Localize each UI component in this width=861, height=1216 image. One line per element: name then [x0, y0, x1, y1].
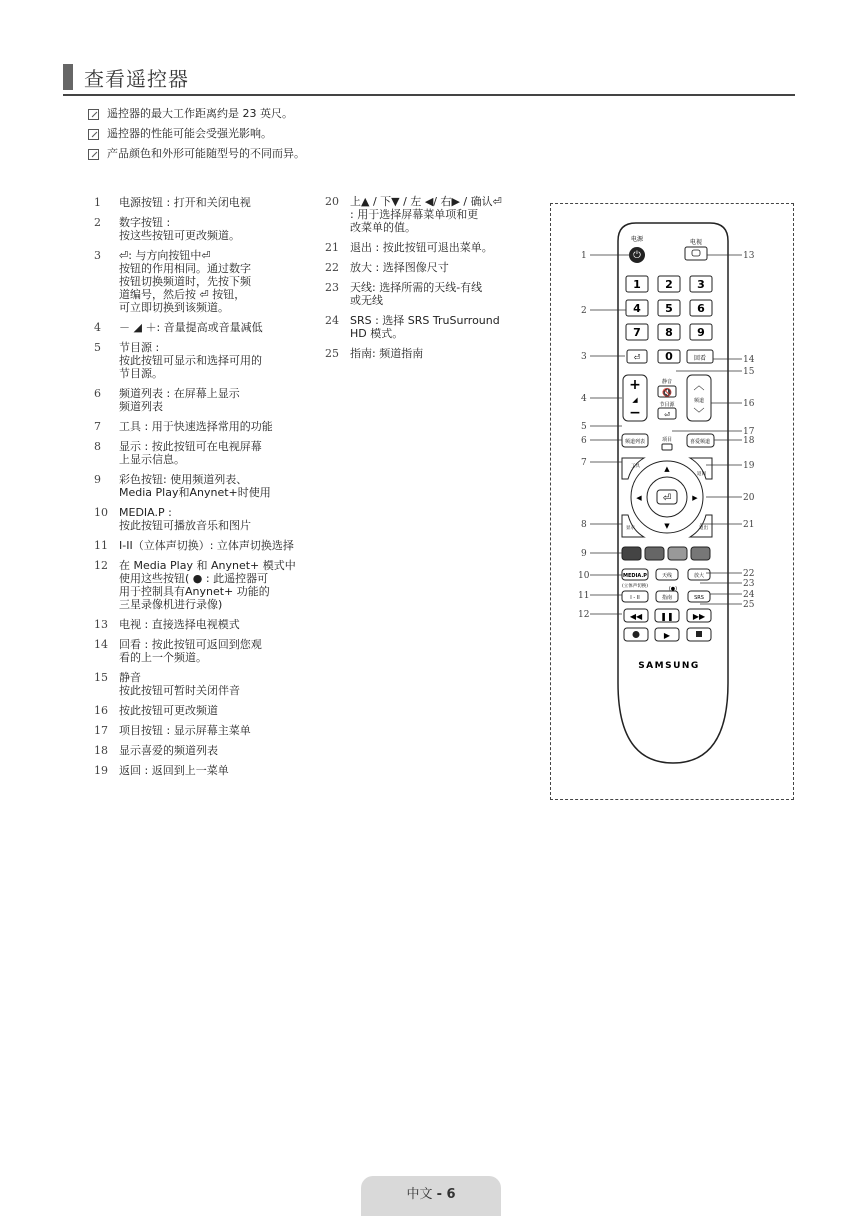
- legend-text: 静音 按此按钮可暂时关闭伴音: [119, 671, 240, 697]
- note-icon: [88, 109, 99, 120]
- ff-icon: ▶▶: [692, 612, 706, 621]
- legend-number: 12: [94, 559, 108, 572]
- legend-number: 19: [94, 764, 108, 777]
- guide-label: 指南: [661, 595, 673, 601]
- legend-item: [94, 216, 324, 242]
- legend-text: 电源按钮 : 打开和关闭电视: [119, 196, 251, 209]
- note-item: 产品颜色和外形可能随型号的不同而异。: [88, 144, 305, 164]
- zoom-label: 放大: [693, 573, 705, 579]
- note-icon: [88, 149, 99, 160]
- legend-text: ⏎: 与方向按钮中⏎ 按钮的作用相同。通过数字 按钮切换频道时，先按下频 道编号，然后按 ⏎ 按钮， 可立即切换到该频道。: [119, 249, 251, 314]
- legend-number: 18: [94, 744, 108, 757]
- volume-plus-icon: +: [629, 377, 641, 393]
- callout-number: 15: [743, 367, 755, 377]
- record-indicator-icon: (●): [668, 586, 678, 592]
- digit-label: 1: [633, 278, 641, 291]
- legend-number: 13: [94, 618, 108, 631]
- dpad-down-icon: ▼: [664, 522, 670, 530]
- legend-number: 20: [325, 195, 339, 208]
- color-button[interactable]: [645, 547, 664, 560]
- legend-text: 在 Media Play 和 Anynet+ 模式中 使用这些按钮( ● : 此遥控器可 用于控制具有Anynet+ 功能的 三星录像机进行录像): [119, 559, 296, 611]
- legend-number: 21: [325, 241, 339, 254]
- callout-number: 12: [578, 610, 590, 620]
- legend-column-right: [325, 195, 540, 367]
- digit-label: 7: [633, 326, 641, 339]
- legend-number: 14: [94, 638, 108, 651]
- callout-number: 25: [743, 600, 755, 610]
- legend-number: 3: [94, 249, 101, 262]
- dpad-up-icon: ▲: [664, 465, 670, 473]
- legend-text: 节目源 : 按此按钮可显示和选择可用的 节目源。: [119, 341, 262, 380]
- legend-text: 按此按钮可更改频道: [119, 704, 218, 717]
- callout-number: 6: [581, 436, 587, 446]
- volume-minus-icon: −: [629, 405, 641, 421]
- legend-text: 工具 : 用于快速选择常用的功能: [119, 420, 273, 433]
- legend-item: [94, 473, 324, 499]
- legend-number: 24: [325, 314, 339, 327]
- callout-number: 10: [578, 571, 590, 581]
- legend-item: [325, 241, 540, 254]
- callout-number: 22: [743, 569, 755, 579]
- legend-text: 显示喜爱的频道列表: [119, 744, 218, 757]
- legend-number: 1: [94, 196, 101, 209]
- callout-number: 4: [581, 394, 587, 404]
- source-enter-icon: ⏎: [633, 353, 641, 362]
- callout-number: 14: [743, 355, 755, 365]
- legend-item: [325, 281, 540, 307]
- stereo-label: (立体声切换): [621, 584, 649, 589]
- color-button[interactable]: [622, 547, 641, 560]
- rewind-icon: ◀◀: [629, 612, 643, 621]
- legend-number: 10: [94, 506, 108, 519]
- stop-icon: [696, 631, 702, 637]
- dpad-right-icon: ▶: [692, 494, 698, 502]
- legend-text: 频道列表 : 在屏幕上显示 频道列表: [119, 387, 240, 413]
- power-icon: ⏻: [633, 250, 641, 261]
- digit-label: 8: [665, 326, 673, 339]
- legend-number: 22: [325, 261, 339, 274]
- legend-number: 9: [94, 473, 101, 486]
- legend-text: 放大 : 选择图像尺寸: [350, 261, 449, 274]
- legend-column-left: [94, 196, 324, 784]
- legend-number: 4: [94, 321, 101, 334]
- digit-label: 6: [697, 302, 705, 315]
- legend-number: 2: [94, 216, 101, 229]
- callout-number: 19: [743, 461, 755, 471]
- legend-text: SRS : 选择 SRS TruSurround HD 模式。: [350, 314, 500, 340]
- legend-text: 回看 : 按此按钮可返回到您观 看的上一个频道。: [119, 638, 262, 664]
- legend-item: [94, 341, 324, 380]
- chlist-label: 频道列表: [624, 439, 646, 445]
- mute-label: 静音: [661, 379, 673, 385]
- return-label: 返回: [697, 472, 706, 477]
- legend-item: [94, 196, 324, 209]
- digit-label: 9: [697, 326, 705, 339]
- page-title: 查看遥控器: [84, 67, 189, 91]
- legend-item: [94, 704, 324, 717]
- legend-item: [325, 347, 540, 360]
- input-source-icon: ⏎: [664, 411, 670, 419]
- callout-number: 7: [581, 458, 587, 468]
- legend-number: 17: [94, 724, 108, 737]
- callout-number: 11: [578, 591, 590, 601]
- callout-number: 17: [743, 427, 755, 437]
- legend-item: [94, 539, 324, 552]
- note-item: 遥控器的性能可能会受强光影响。: [88, 124, 305, 144]
- pause-icon: ❚❚: [660, 612, 674, 621]
- legend-number: 25: [325, 347, 339, 360]
- channel-label: 频道: [693, 398, 705, 404]
- legend-item: [325, 195, 540, 234]
- callout-number: 2: [581, 306, 587, 316]
- digit-label: 4: [633, 302, 641, 315]
- legend-item: [94, 249, 324, 314]
- legend-item: [325, 261, 540, 274]
- tv-label: 电视: [689, 239, 703, 246]
- legend-text: 天线: 选择所需的天线-有线 或无线: [350, 281, 483, 307]
- title-bar-accent: [63, 64, 73, 90]
- play-icon: ▶: [663, 631, 671, 640]
- legend-text: 项目按钮 : 显示屏幕主菜单: [119, 724, 251, 737]
- prech-label: 回看: [693, 355, 707, 362]
- srs-label: SRS: [694, 595, 704, 601]
- callout-number: 21: [743, 520, 755, 530]
- dpad-left-icon: ◀: [636, 494, 642, 502]
- legend-number: 11: [94, 539, 108, 552]
- legend-item: [94, 506, 324, 532]
- page-footer-tab: [361, 1176, 501, 1216]
- remote-diagram: [550, 203, 794, 800]
- digit-label: 3: [697, 278, 705, 291]
- legend-item: [94, 321, 324, 334]
- legend-item: [325, 314, 540, 340]
- callout-number: 23: [743, 579, 755, 589]
- legend-item: [94, 618, 324, 631]
- legend-item: [94, 764, 324, 777]
- legend-item: [94, 387, 324, 413]
- mute-icon: 🔇: [662, 388, 672, 397]
- digit-label: 2: [665, 278, 673, 291]
- callout-number: 3: [581, 352, 587, 362]
- legend-text: MEDIA.P : 按此按钮可播放音乐和图片: [119, 506, 251, 532]
- legend-text: 彩色按钮: 使用频道列表、 Media Play和Anynet+时使用: [119, 473, 271, 499]
- volume-ramp-icon: ◢: [632, 396, 638, 404]
- legend-number: 8: [94, 440, 101, 453]
- legend-text: I-II（立体声切换）: 立体声切换选择: [119, 539, 294, 552]
- channel-up-icon: ︿: [693, 379, 705, 392]
- legend-item: [94, 420, 324, 433]
- legend-item: [94, 440, 324, 466]
- tv-button[interactable]: [685, 247, 707, 260]
- page-footer: 中文 - 6: [406, 1187, 456, 1202]
- legend-item: [94, 638, 324, 664]
- color-button[interactable]: [668, 547, 687, 560]
- digit-label: 5: [665, 302, 673, 315]
- title-rule: [63, 94, 795, 96]
- callout-number: 13: [743, 251, 755, 261]
- legend-text: 上▲ / 下▼ / 左 ◀/ 右▶ / 确认⏎ : 用于选择屏幕菜单项和更 改菜单的值。: [350, 195, 502, 234]
- callout-number: 18: [743, 436, 755, 446]
- digit-label: 0: [665, 350, 673, 363]
- note-icon: [88, 129, 99, 140]
- callout-number: 5: [581, 422, 587, 432]
- menu-button[interactable]: [662, 444, 672, 450]
- callout-number: 16: [743, 399, 755, 409]
- legend-text: 返回 : 返回到上一菜单: [119, 764, 229, 777]
- record-icon: [633, 631, 640, 638]
- legend-number: 16: [94, 704, 108, 717]
- antenna-label: 天线: [661, 573, 673, 579]
- mediap-label: MEDIA.P: [623, 573, 647, 579]
- legend-text: 指南: 频道指南: [350, 347, 424, 360]
- power-label: 电源: [630, 236, 644, 243]
- note-item: 遥控器的最大工作距离约是 23 英尺。: [88, 104, 305, 124]
- callout-number: 24: [743, 590, 755, 600]
- callout-number: 9: [581, 549, 587, 559]
- legend-number: 7: [94, 420, 101, 433]
- source-label: 节目源: [659, 402, 675, 408]
- legend-text: 退出 : 按此按钮可退出菜单。: [350, 241, 493, 254]
- legend-number: 15: [94, 671, 108, 684]
- tools-label: 工具: [631, 464, 640, 469]
- legend-number: 5: [94, 341, 101, 354]
- brand-logo: SAMSUNG: [638, 661, 700, 671]
- legend-text: 电视 : 直接选择电视模式: [119, 618, 240, 631]
- legend-item: [94, 744, 324, 757]
- legend-number: 6: [94, 387, 101, 400]
- legend-item: [94, 559, 324, 611]
- menu-label: 项目: [661, 437, 673, 443]
- legend-text: 数字按钮 : 按这些按钮可更改频道。: [119, 216, 240, 242]
- fav-label: 喜爱频道: [689, 439, 711, 445]
- callout-number: 8: [581, 520, 587, 530]
- color-button[interactable]: [691, 547, 710, 560]
- legend-text: 显示 : 按此按钮可在电视屏幕 上显示信息。: [119, 440, 262, 466]
- info-label: 显示: [626, 526, 635, 531]
- legend-item: [94, 671, 324, 697]
- legend-number: 23: [325, 281, 339, 294]
- callout-number: 1: [581, 251, 587, 261]
- channel-down-icon: ﹀: [693, 407, 705, 420]
- i-ii-label: I - II: [630, 595, 640, 601]
- notes-list: [88, 104, 305, 164]
- callout-number: 20: [743, 493, 755, 503]
- legend-text: － ◢ ＋: 音量提高或音量减低: [119, 321, 263, 334]
- legend-item: [94, 724, 324, 737]
- enter-icon: ⏎: [662, 493, 672, 504]
- exit-label: 退出: [699, 526, 708, 531]
